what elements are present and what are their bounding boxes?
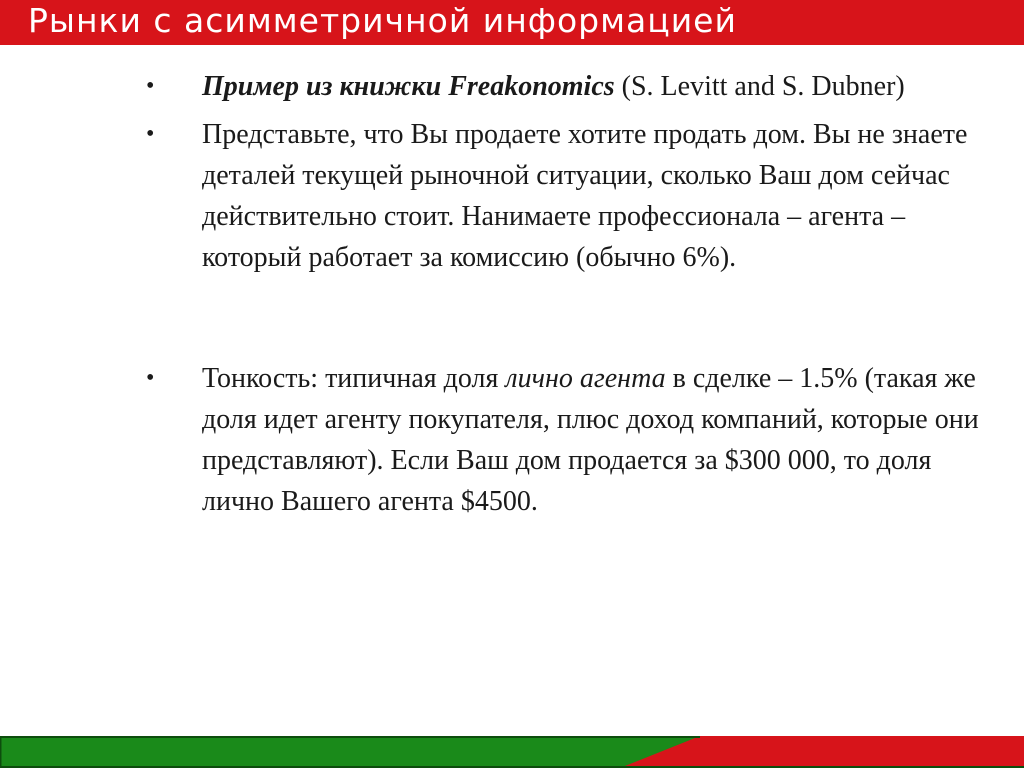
footer-bar xyxy=(0,736,1024,768)
bullet-marker: • xyxy=(146,73,155,99)
footer-graphic xyxy=(0,736,1024,768)
bullet-item xyxy=(146,114,1002,278)
bullet-text-rest: в сделке – 1.5% (такая же доля идет агенту покупателя, плюс доход компаний, которые они представляют). Если Ваш дом продается за $300 000, то доля лично Вашего агента $4500. xyxy=(202,363,979,517)
bullet-text: Представьте, что Вы продаете хотите продать дом. Вы не знаете деталей текущей рыночной ситуации, сколько Ваш дом сейчас действительно стоит. Нанимаете профессионала – агента – который работает за комиссию (обычно 6%). xyxy=(202,119,968,273)
slide-content xyxy=(0,66,1024,522)
bullet-marker: • xyxy=(146,121,155,147)
bullet-text-emphasis: лично агента xyxy=(505,363,666,394)
bullet-text-source-title: Пример из книжки Freakonomics xyxy=(202,71,615,102)
bullet-text-intro: Тонкость: типичная доля xyxy=(202,363,506,394)
bullet-item xyxy=(146,66,1002,107)
bullet-marker: • xyxy=(146,365,155,391)
slide-title: Рынки с асимметричной информацией xyxy=(28,1,737,40)
title-bar xyxy=(0,0,1024,45)
bullet-item xyxy=(146,358,1002,522)
bullet-text-source-authors: (S. Levitt and S. Dubner) xyxy=(614,71,905,102)
